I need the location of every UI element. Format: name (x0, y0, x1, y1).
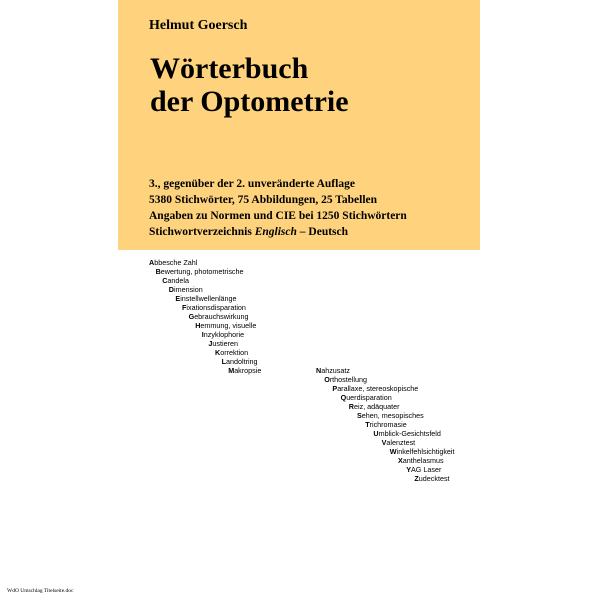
index-entry-rest: ustieren (212, 339, 238, 348)
index-entry (189, 312, 249, 321)
index-entry-initial: K (215, 348, 221, 357)
edition-line: 3., gegenüber der 2. unveränderte Auflage (149, 178, 355, 190)
index-entry-initial: W (389, 447, 397, 456)
index-entry (182, 303, 246, 312)
index-entry-rest: uerdisparation (346, 393, 392, 402)
index-entry-initial: X (398, 456, 403, 465)
index-entry (414, 474, 449, 483)
index-entry (222, 357, 258, 366)
index-entry-rest: ebrauchswirkung (194, 312, 249, 321)
index-entry-rest: richromasie (369, 420, 407, 429)
index-entry-initial: R (348, 402, 354, 411)
index-entry-initial: A (149, 258, 155, 267)
index-entry (332, 384, 418, 393)
index-entry-rest: emmung, visuelle (200, 321, 257, 330)
index-entry (390, 447, 455, 456)
index-entry-initial: F (182, 303, 187, 312)
book-title-line-2: der Optometrie (150, 85, 349, 118)
index-entry-initial: N (316, 366, 322, 375)
index-entry-initial: Y (406, 465, 411, 474)
index-entry-rest: orrektion (220, 348, 249, 357)
index-entry-rest: andoltring (225, 357, 258, 366)
index-entry-rest: ixationsdisparation (186, 303, 246, 312)
index-entry (341, 393, 392, 402)
index-entry-initial: O (324, 375, 330, 384)
counts-line: 5380 Stichwörter, 75 Abbildungen, 25 Tabellen (149, 194, 378, 206)
index-entry (215, 348, 248, 357)
index-entry (156, 267, 244, 276)
index-entry-initial: J (208, 339, 213, 348)
index-entry-rest: anthelasmus (402, 456, 444, 465)
index-entry (349, 402, 400, 411)
index-entry-rest: udecktest (418, 474, 450, 483)
index-entry-rest: imension (174, 285, 203, 294)
index-line-suffix: – Deutsch (296, 226, 349, 238)
index-line-prefix: Stichwortverzeichnis (149, 226, 255, 238)
book-cover (118, 0, 480, 600)
index-entry-initial: T (365, 420, 370, 429)
index-entry-initial: B (155, 267, 161, 276)
file-name-note: WdO Umschlag Titelseite.doc (7, 588, 74, 594)
index-entry-initial: H (195, 321, 201, 330)
index-entry (162, 276, 189, 285)
author-name: Helmut Goersch (149, 18, 248, 33)
index-entry (373, 429, 441, 438)
index-entry (382, 438, 416, 447)
index-entry-rest: eiz, adäquater (354, 402, 400, 411)
index-entry-rest: inkelfehlsichtigkeit (396, 447, 455, 456)
index-entry-initial: D (168, 285, 174, 294)
index-entry-initial: C (162, 276, 168, 285)
index-entry (149, 258, 197, 267)
title-panel (118, 0, 480, 250)
book-title (150, 52, 349, 118)
index-entry-initial: L (221, 357, 226, 366)
index-entry (365, 420, 407, 429)
edition-info (149, 176, 407, 240)
index-entry-rest: AG Laser (410, 465, 442, 474)
index-entry-initial: U (373, 429, 379, 438)
index-line-italic: Englisch (254, 226, 297, 238)
index-entry-rest: bbesche Zahl (154, 258, 198, 267)
index-entry (406, 465, 441, 474)
index-entry-initial: P (332, 384, 338, 393)
norms-line: Angaben zu Normen und CIE bei 1250 Stichwörtern (149, 210, 407, 222)
index-entry (324, 375, 367, 384)
index-entry-rest: ewertung, photometrische (160, 267, 244, 276)
index-entry-rest: andela (167, 276, 189, 285)
index-entry (169, 285, 203, 294)
index-line (149, 224, 407, 240)
index-entry-rest: rthostellung (329, 375, 367, 384)
index-entry (398, 456, 444, 465)
index-entry-rest: nzyklophorie (203, 330, 245, 339)
index-entry (195, 321, 256, 330)
index-entry-rest: akropsie (234, 366, 262, 375)
index-entry (208, 339, 238, 348)
index-entry-initial: Q (340, 393, 347, 402)
index-entry-initial: G (188, 312, 195, 321)
index-entry-initial: M (228, 366, 235, 375)
index-entry-initial: E (175, 294, 181, 303)
index-entry-rest: ahzusatz (321, 366, 350, 375)
index-entry-initial: Z (414, 474, 419, 483)
book-title-line-1: Wörterbuch (150, 52, 309, 85)
index-entry-rest: alenztest (386, 438, 416, 447)
index-entry-rest: instellwellenlänge (180, 294, 237, 303)
index-entry-initial: S (357, 411, 362, 420)
index-entry-rest: ehen, mesopisches (361, 411, 424, 420)
index-entry (316, 366, 350, 375)
alphabet-staircase (118, 250, 480, 580)
index-entry-rest: mblick-Gesichtsfeld (378, 429, 441, 438)
index-entry (228, 366, 261, 375)
index-entry-initial: I (201, 330, 204, 339)
index-entry (202, 330, 244, 339)
index-entry-rest: arallaxe, stereoskopische (337, 384, 419, 393)
index-entry (175, 294, 236, 303)
index-entry-initial: V (381, 438, 387, 447)
index-entry (357, 411, 424, 420)
